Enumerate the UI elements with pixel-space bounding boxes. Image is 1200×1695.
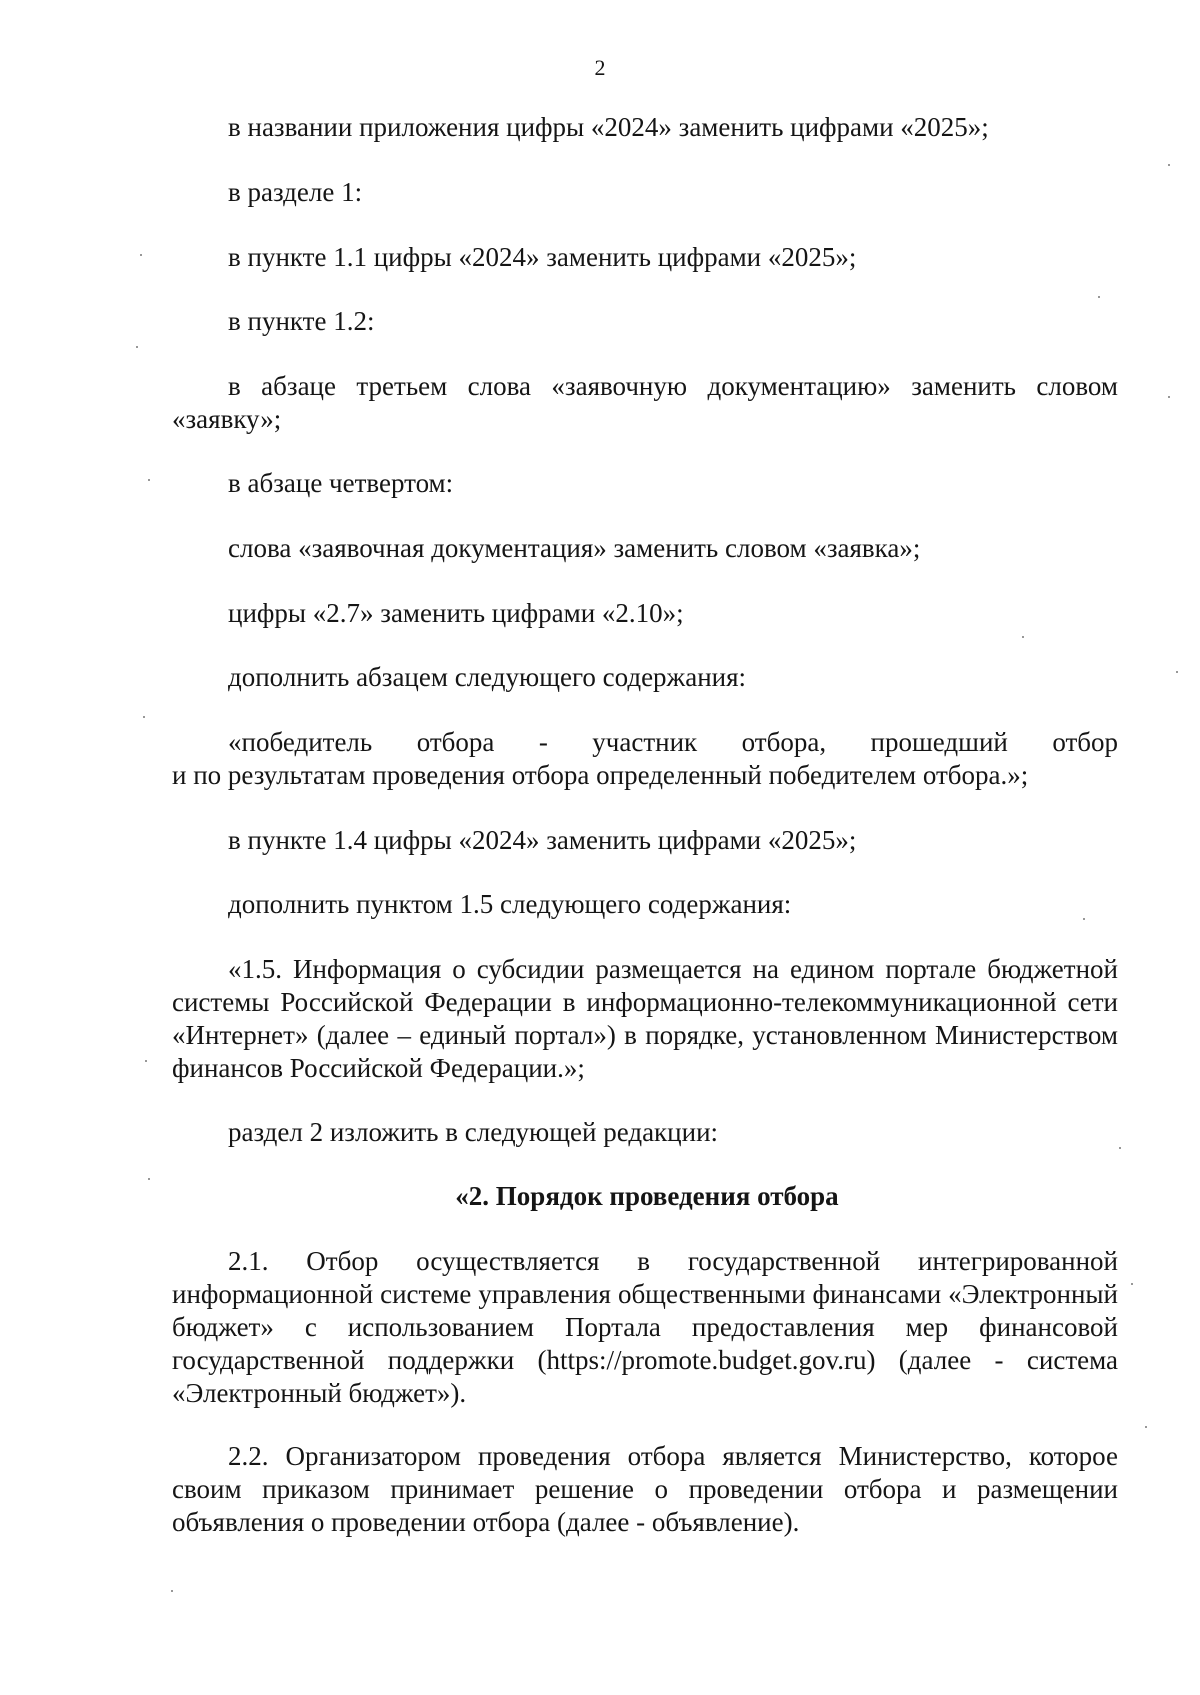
scan-speck	[136, 346, 138, 348]
scan-speck	[143, 716, 145, 718]
scan-speck	[1022, 636, 1024, 638]
paragraph-words-replace: слова «заявочная документация» заменить словом «заявка»;	[228, 533, 921, 563]
clause-2-2: 2.2. Организатором проведения отбора является Министерство, которое своим приказом принимает решение о проведении отбора и размещении объявления о проведении отбора (далее - объявление).	[172, 1441, 1118, 1537]
scan-speck	[1083, 918, 1085, 920]
scan-speck	[1145, 1426, 1147, 1428]
paragraph-add-point-1-5: дополнить пунктом 1.5 следующего содержания:	[228, 889, 792, 919]
scan-speck	[148, 479, 150, 481]
paragraph-digits-replace: цифры «2.7» заменить цифрами «2.10»;	[228, 598, 684, 628]
paragraph-point-1-2: в пункте 1.2:	[228, 306, 375, 336]
paragraph-third-abzac: в абзаце третьем слова «заявочную документацию» заменить словом «заявку»;	[172, 371, 1118, 434]
paragraph-winner-definition-line2: и по результатам проведения отбора определенный победителем отбора.»;	[172, 760, 1029, 790]
scan-speck	[140, 254, 142, 256]
paragraph-add-abzac: дополнить абзацем следующего содержания:	[228, 662, 747, 692]
scan-speck	[145, 1060, 147, 1062]
scan-speck	[1098, 296, 1100, 298]
paragraph-title-change: в названии приложения цифры «2024» заменить цифрами «2025»;	[228, 112, 989, 142]
paragraph-point-1-4: в пункте 1.4 цифры «2024» заменить цифрами «2025»;	[228, 825, 857, 855]
scan-speck	[1131, 1283, 1133, 1285]
section-heading: «2. Порядок проведения отбора	[455, 1181, 839, 1211]
paragraph-point-1-1: в пункте 1.1 цифры «2024» заменить цифрами «2025»;	[228, 242, 857, 272]
paragraph-section-1: в разделе 1:	[228, 177, 363, 207]
paragraph-winner-definition-line1: «победитель отбора - участник отбора, прошедший отбор	[228, 727, 1118, 757]
scan-speck	[1176, 671, 1178, 673]
scan-speck	[171, 1590, 173, 1592]
paragraph-section-2-new: раздел 2 изложить в следующей редакции:	[228, 1117, 719, 1147]
scan-speck	[148, 1178, 150, 1180]
paragraph-point-1-5-text: «1.5. Информация о субсидии размещается на едином портале бюджетной системы Российской Федерации в информационно-телекоммуникационной сети «Интернет» (далее – единый портал») в порядке, установленном Министерством финансов Российской Федерации.»;	[172, 954, 1118, 1083]
scan-speck	[1168, 164, 1170, 166]
scan-speck	[1119, 1147, 1121, 1149]
scan-speck	[1168, 396, 1170, 398]
clause-2-1: 2.1. Отбор осуществляется в государственной интегрированной информационной системе управления общественными финансами «Электронный бюджет» с использованием Портала предоставления мер финансовой государственной поддержки (https://promote.budget.gov.ru) (далее - система «Электронный бюджет»).	[172, 1246, 1118, 1408]
page-number: 2	[594, 55, 606, 80]
paragraph-fourth-abzac: в абзаце четвертом:	[228, 468, 454, 498]
